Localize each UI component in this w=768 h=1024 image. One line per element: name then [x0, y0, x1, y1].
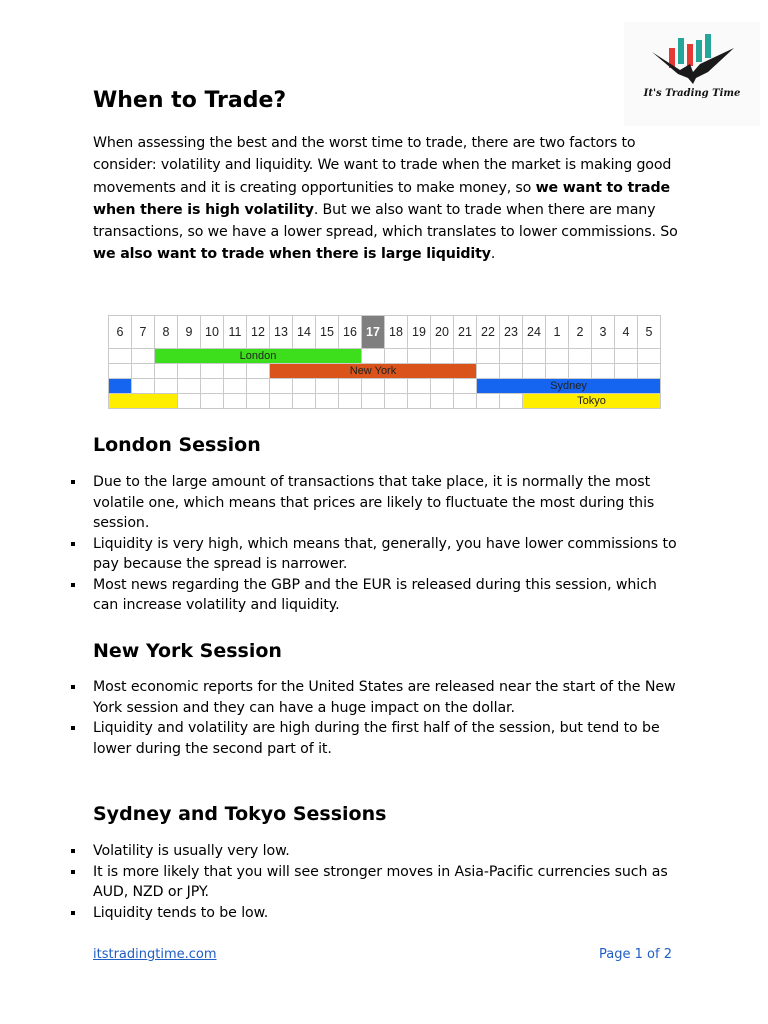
session-row: [109, 364, 661, 379]
hour-cell: 16: [339, 316, 362, 349]
empty-cell: [155, 364, 178, 379]
hour-cell: 12: [247, 316, 270, 349]
newyork-bullet-list: [70, 677, 678, 759]
hour-cell: 1: [546, 316, 569, 349]
empty-cell: [408, 349, 431, 364]
hour-cell: 5: [638, 316, 661, 349]
empty-cell: [178, 379, 201, 394]
session-row: [109, 394, 661, 409]
bullet-item: Liquidity and volatility are high during the first half of the session, but tend to be lower during the second part of it.: [70, 718, 678, 759]
empty-cell: [362, 394, 385, 409]
empty-cell: [247, 364, 270, 379]
session-bar: Tokyo: [523, 394, 661, 409]
empty-cell: [339, 379, 362, 394]
empty-cell: [316, 379, 339, 394]
empty-cell: [431, 349, 454, 364]
intro-text: . But we also want to trade when there are many transactions, so we have a lower spread, which translates to lower commissions. So: [93, 201, 678, 241]
bullet-item: Due to the large amount of transactions that take place, it is normally the most volatile one, which means that prices are likely to fluctuate the most during this session.: [70, 472, 678, 534]
bullet-item: Liquidity is very high, which means that, generally, you have lower commissions to pay because the spread is narrower.: [70, 534, 678, 575]
empty-cell: [201, 379, 224, 394]
session-bar-wrap: [109, 394, 178, 409]
empty-cell: [224, 379, 247, 394]
trading-chart-logo-icon: [650, 34, 736, 86]
empty-cell: [247, 394, 270, 409]
hour-cell: 2: [569, 316, 592, 349]
empty-cell: [385, 349, 408, 364]
empty-cell: [638, 349, 661, 364]
intro-paragraph: [93, 132, 678, 266]
hour-cell: 9: [178, 316, 201, 349]
empty-cell: [224, 364, 247, 379]
empty-cell: [523, 364, 546, 379]
page-number: Page 1 of 2: [599, 947, 672, 962]
empty-cell: [477, 349, 500, 364]
empty-cell: [500, 349, 523, 364]
page-title: When to Trade?: [93, 88, 287, 113]
empty-cell: [408, 379, 431, 394]
empty-cell: [615, 349, 638, 364]
empty-cell: [477, 364, 500, 379]
empty-cell: [201, 394, 224, 409]
hour-cell: 10: [201, 316, 224, 349]
hour-cell: 21: [454, 316, 477, 349]
hour-cell: 18: [385, 316, 408, 349]
empty-cell: [431, 394, 454, 409]
empty-cell: [523, 349, 546, 364]
empty-cell: [500, 364, 523, 379]
hour-cell: 14: [293, 316, 316, 349]
logo-wordmark: It's Trading Time: [643, 88, 741, 99]
bullet-item: Liquidity tends to be low.: [70, 903, 678, 924]
hour-cell: 20: [431, 316, 454, 349]
empty-cell: [224, 394, 247, 409]
hours-row: [109, 316, 661, 349]
intro-emphasis: we also want to trade when there is large liquidity: [93, 246, 491, 263]
empty-cell: [569, 349, 592, 364]
hour-cell: 13: [270, 316, 293, 349]
hour-cell: 7: [132, 316, 155, 349]
session-bar: New York: [270, 364, 477, 379]
session-bar: London: [155, 349, 362, 364]
empty-cell: [132, 364, 155, 379]
empty-cell: [201, 364, 224, 379]
brand-logo: [624, 22, 760, 126]
hour-cell: 24: [523, 316, 546, 349]
empty-cell: [454, 349, 477, 364]
empty-cell: [385, 394, 408, 409]
empty-cell: [546, 364, 569, 379]
empty-cell: [132, 349, 155, 364]
hour-cell: 8: [155, 316, 178, 349]
empty-cell: [500, 394, 523, 409]
empty-cell: [615, 364, 638, 379]
empty-cell: [155, 379, 178, 394]
hour-cell: 11: [224, 316, 247, 349]
newyork-session-heading: New York Session: [93, 640, 282, 662]
empty-cell: [431, 379, 454, 394]
hour-cell: 17: [362, 316, 385, 349]
hour-cell: 6: [109, 316, 132, 349]
empty-cell: [408, 394, 431, 409]
hour-cell: 15: [316, 316, 339, 349]
empty-cell: [132, 379, 155, 394]
empty-cell: [293, 394, 316, 409]
empty-cell: [316, 394, 339, 409]
bullet-item: It is more likely that you will see stronger moves in Asia-Pacific currencies such as AUD, NZD or JPY.: [70, 862, 678, 903]
london-bullet-list: [70, 472, 678, 616]
empty-cell: [592, 364, 615, 379]
session-bar-wrap: [109, 379, 132, 394]
empty-cell: [247, 379, 270, 394]
london-session-heading: London Session: [93, 434, 261, 456]
empty-cell: [270, 379, 293, 394]
empty-cell: [569, 364, 592, 379]
session-row: [109, 349, 661, 364]
empty-cell: [454, 379, 477, 394]
empty-cell: [592, 349, 615, 364]
trading-session-schedule: [108, 315, 661, 409]
empty-cell: [270, 394, 293, 409]
hour-cell: 3: [592, 316, 615, 349]
empty-cell: [638, 364, 661, 379]
intro-text: .: [490, 246, 496, 263]
sydney-tokyo-heading: Sydney and Tokyo Sessions: [93, 803, 387, 825]
session-bar: Sydney: [477, 379, 661, 394]
empty-cell: [178, 394, 201, 409]
bullet-item: Most economic reports for the United States are released near the start of the New York session and they can have a huge impact on the dollar.: [70, 677, 678, 718]
empty-cell: [385, 379, 408, 394]
hour-cell: 22: [477, 316, 500, 349]
empty-cell: [546, 349, 569, 364]
hour-cell: 23: [500, 316, 523, 349]
empty-cell: [362, 379, 385, 394]
website-link[interactable]: itstradingtime.com: [93, 947, 217, 962]
empty-cell: [109, 349, 132, 364]
bullet-item: Volatility is usually very low.: [70, 841, 678, 862]
hour-cell: 19: [408, 316, 431, 349]
bullet-item: Most news regarding the GBP and the EUR is released during this session, which can increase volatility and liquidity.: [70, 575, 678, 616]
intro-emphasis: we want to trade when there is high volatility: [93, 179, 670, 218]
empty-cell: [454, 394, 477, 409]
empty-cell: [109, 364, 132, 379]
session-row: [109, 379, 661, 394]
empty-cell: [339, 394, 362, 409]
empty-cell: [293, 379, 316, 394]
empty-cell: [178, 364, 201, 379]
empty-cell: [477, 394, 500, 409]
intro-text: When assessing the best and the worst time to trade, there are two factors to consider: volatility and liquidity. We want to trade when the market is making good movements and it is creating opportunities to make money, so: [93, 135, 672, 196]
sydney-tokyo-bullet-list: [70, 841, 678, 923]
hour-cell: 4: [615, 316, 638, 349]
empty-cell: [362, 349, 385, 364]
